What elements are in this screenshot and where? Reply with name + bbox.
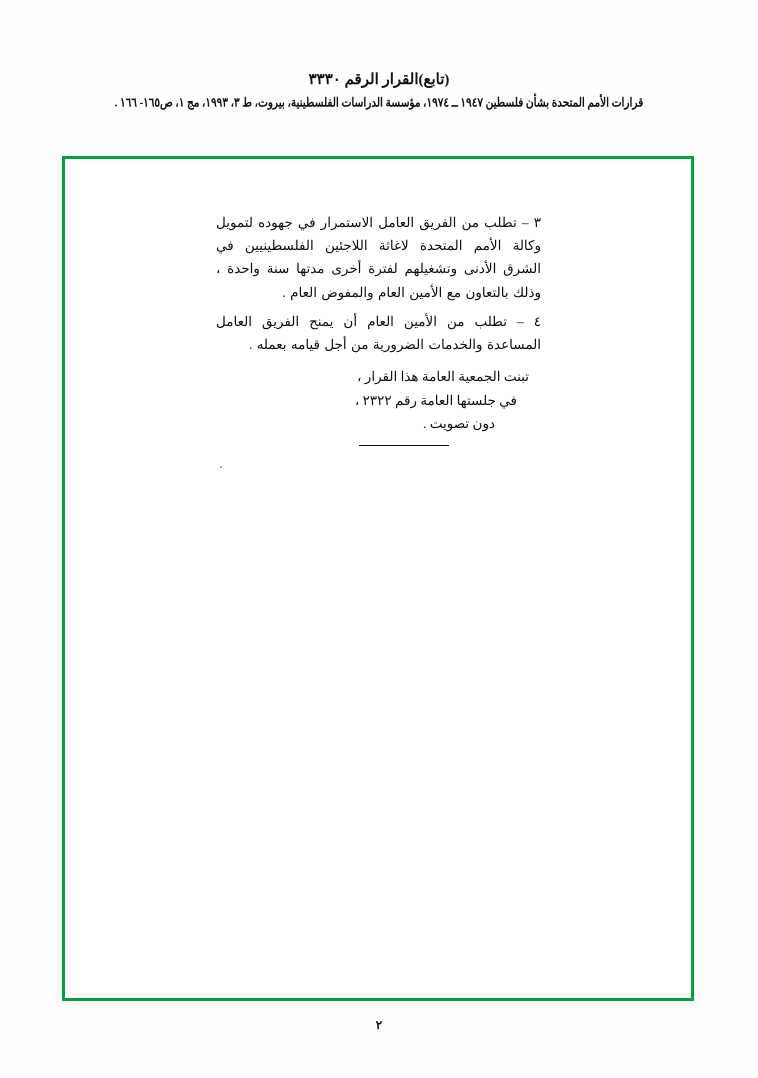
closing-line-3: دون تصويت . <box>422 415 495 431</box>
section-divider <box>359 445 449 446</box>
page-number: ٢ <box>375 1018 383 1032</box>
closing-line-2: في جلستها العامة رقم ٢٣٢٢ ، <box>354 392 517 408</box>
content-frame <box>62 156 694 1001</box>
closing-block <box>216 365 541 435</box>
paragraph-3: ٣ – تطلب من الفريق العامل الاستمرار في جهوده لتمويل وكالة الأمم المتحدة لاغاثة اللاجئين الفلسطينيين في الشرق الأدنى وتشغيلهم لفترة أخرى مدتها سنة واحدة ، وذلك بالتعاون مع الأمين العام والمفوض العام . <box>216 215 541 300</box>
closing-line-1: تبنت الجمعية العامة هذا القرار ، <box>357 369 529 385</box>
paragraph-4: ٤ – تطلب من الأمين العام أن يمنح الفريق العامل المساعدة والخدمات الضرورية من أجل قيامه بعمله . <box>216 313 541 353</box>
source-citation: قرارات الأمم المتحدة بشأن فلسطين ١٩٤٧ ــ ١٩٧٤، مؤسسة الدراسات الفلسطينية، بيروت، ط ٣، ١٩٩٣، مج ١، ص١٦٥- ١٦٦ . <box>114 97 644 111</box>
page-title: (تابع)القرار الرقم ٣٣٣٠ <box>308 72 450 88</box>
resolution-text-block <box>216 211 541 446</box>
page-speck <box>220 466 222 468</box>
page-header <box>0 70 758 111</box>
